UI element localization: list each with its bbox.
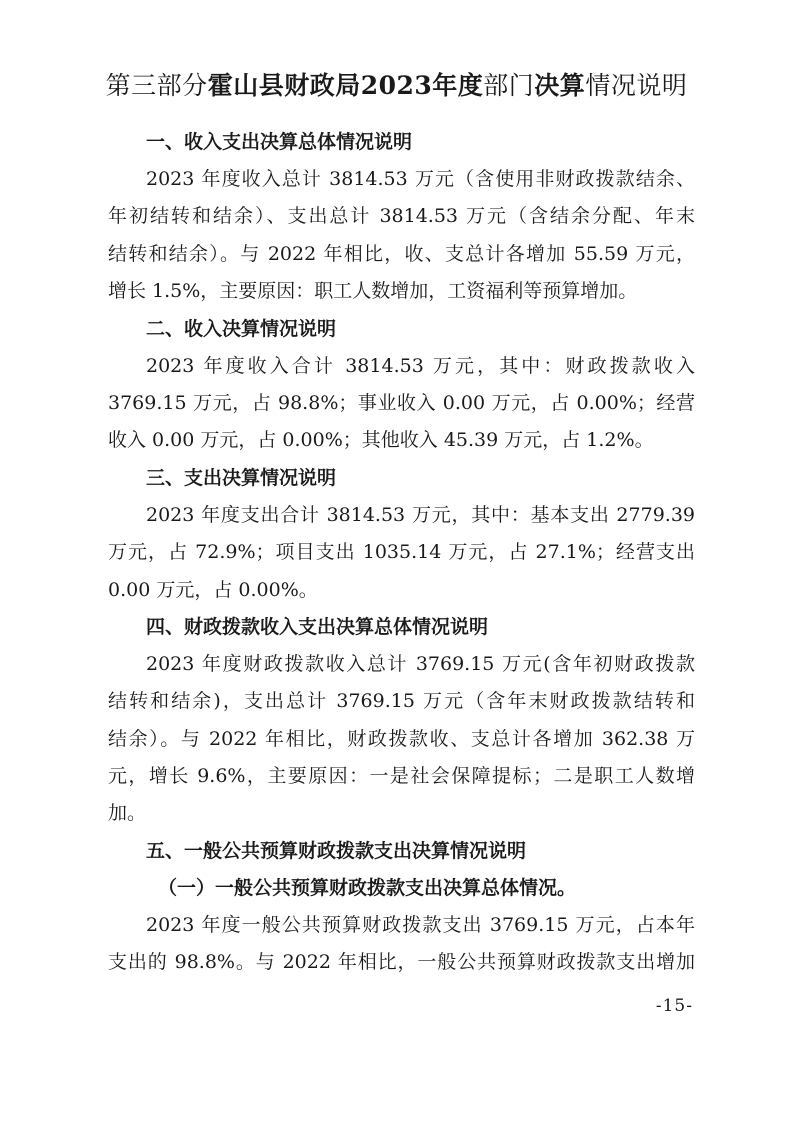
paragraph-line: 收入 0.00 万元，占 0.00%；其他收入 45.39 万元，占 1.2%。 — [108, 429, 654, 452]
section-4-paragraph — [108, 646, 695, 833]
section-1-paragraph — [108, 161, 695, 311]
paragraph-line: 结余）。与 2022 年相比，财政拨款收、支总计各增加 362.38 万 — [108, 727, 695, 750]
section-1-heading: 一、收入支出决算总体情况说明 — [146, 131, 413, 153]
paragraph-line: 加。 — [108, 802, 147, 825]
document-body — [108, 124, 695, 982]
title-part-1: 第三部分 — [105, 71, 208, 100]
section-5-subheading: （一）一般公共预算财政拨款支出决算总体情况。 — [158, 876, 577, 899]
paragraph-line: 3769.15 万元，占 98.8%；事业收入 0.00 万元，占 0.00%；经营 — [108, 391, 695, 414]
paragraph-line: 0.00 万元，占 0.00%。 — [108, 578, 318, 601]
paragraph-line: 结转和结余)，支出总计 3769.15 万元（含年末财政拨款结转和 — [108, 690, 695, 713]
paragraph-line: 2023 年度收入合计 3814.53 万元，其中：财政拨款收入 — [146, 354, 695, 377]
section-2-heading: 二、收入决算情况说明 — [146, 317, 337, 340]
paragraph-line: 元，增长 9.6%，主要原因：一是社会保障提标；二是职工人数增 — [108, 765, 695, 788]
section-5-heading: 五、一般公共预算财政拨款支出决算情况说明 — [146, 839, 527, 862]
section-2-paragraph — [108, 348, 695, 460]
paragraph-line: 2023 年度收入总计 3814.53 万元（含使用非财政拨款结余、 — [146, 168, 695, 190]
paragraph-line: 2023 年度财政拨款收入总计 3769.15 万元(含年初财政拨款 — [146, 652, 695, 675]
paragraph-line: 2023 年度支出合计 3814.53 万元，其中：基本支出 2779.39 — [146, 503, 695, 526]
page-title — [0, 66, 793, 106]
paragraph-line: 2023 年度一般公共预算财政拨款支出 3769.15 万元，占本年 — [146, 913, 695, 936]
title-part-5: 情况说明 — [585, 71, 688, 100]
title-part-3: 部门 — [483, 71, 535, 100]
paragraph-line: 支出的 98.8%。与 2022 年相比，一般公共预算财政拨款支出增加 — [108, 951, 695, 974]
paragraph-line: 结转和结余）。与 2022 年相比，收、支总计各增加 55.59 万元， — [108, 242, 695, 265]
section-3-heading: 三、支出决算情况说明 — [146, 466, 337, 489]
title-part-4: 决算 — [534, 71, 586, 100]
title-part-2: 霍山县财政局2023年度 — [207, 71, 484, 100]
section-3-paragraph — [108, 497, 695, 609]
section-4-heading: 四、财政拨款收入支出决算总体情况说明 — [146, 615, 489, 638]
paragraph-line: 万元，占 72.9%；项目支出 1035.14 万元，占 27.1%；经营支出 — [108, 541, 695, 564]
section-5-paragraph — [108, 907, 695, 982]
page-number: -15- — [655, 996, 693, 1016]
paragraph-line: 增长 1.5%，主要原因：职工人数增加，工资福利等预算增加。 — [108, 280, 638, 303]
paragraph-line: 年初结转和结余）、支出总计 3814.53 万元（含结余分配、年末 — [108, 205, 695, 228]
